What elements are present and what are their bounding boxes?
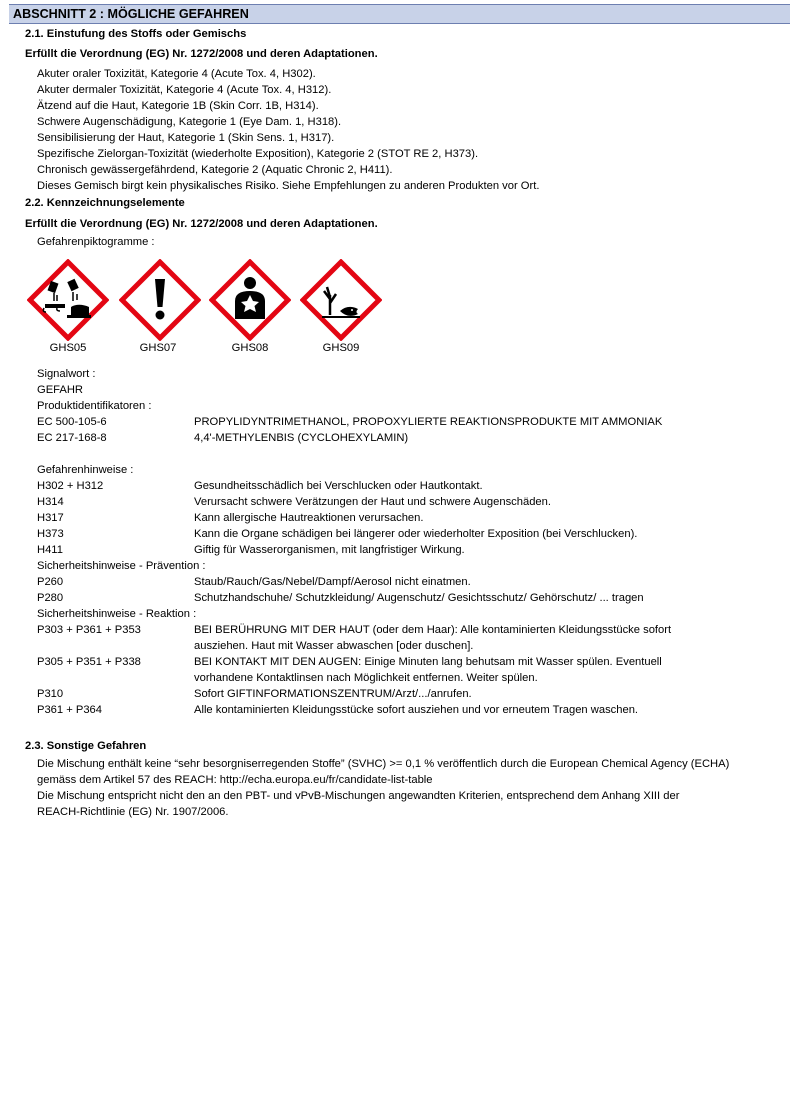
exclamation-mark-icon [119,259,201,341]
other-hazards-line: gemäss dem Artikel 57 des REACH: http://echa.europa.eu/fr/candidate-list-table [37,774,433,786]
other-hazards-line: Die Mischung enthält keine “sehr besorgniserregenden Stoffe” (SVHC) >= 0,1 % veröffentlich durch die European Chemical Agency (ECHA) [37,758,730,770]
reaction-code: P361 + P364 [37,704,103,716]
prevention-code: P260 [37,576,64,588]
heading-2-2: 2.2. Kennzeichnungselemente [25,197,185,209]
hazard-text: Verursacht schwere Verätzungen der Haut und schwere Augenschäden. [194,496,551,508]
classification-item: Chronisch gewässergefährdend, Kategorie 2 (Aquatic Chronic 2, H411). [37,164,393,176]
product-id-name: PROPYLIDYNTRIMETHANOL, PROPOXYLIERTE REAKTIONSPRODUKTE MIT AMMONIAK [194,416,663,428]
prevention-code: P280 [37,592,64,604]
section-title: ABSCHNITT 2 : MÖGLICHE GEFAHREN [9,4,790,24]
regulation-2-2: Erfüllt die Verordnung (EG) Nr. 1272/2008 und deren Adaptationen. [25,218,378,230]
other-hazards-line: REACH-Richtlinie (EG) Nr. 1907/2006. [37,806,229,818]
classification-list [37,66,539,194]
reaction-row [37,654,662,686]
pictogram-label: GHS05 [49,342,87,354]
product-id-name: 4,4'-METHYLENBIS (CYCLOHEXYLAMIN) [194,432,409,444]
other-hazards-text [37,756,729,820]
signal-word-label: Signalwort : [37,368,96,380]
reaction-code: P303 + P361 + P353 [37,624,141,636]
hazard-text: Gesundheitsschädlich bei Verschlucken oder Hautkontakt. [194,480,483,492]
reaction-label: Sicherheitshinweise - Reaktion : [37,608,197,620]
environment-icon [300,259,382,341]
hazard-row [37,526,638,542]
reaction-text: Alle kontaminierten Kleidungsstücke sofort ausziehen und vor erneutem Tragen waschen. [194,704,639,716]
pictograms-label: Gefahrenpiktogramme : [37,236,155,248]
reaction-text: Sofort GIFTINFORMATIONSZENTRUM/Arzt/.../anrufen. [194,688,472,700]
hazard-text: Kann die Organe schädigen bei längerer oder wiederholter Exposition (bei Verschlucken). [194,528,638,540]
hazard-code: H411 [37,544,63,556]
reaction-text: BEI BERÜHRUNG MIT DER HAUT (oder dem Haar): Alle kontaminierten Kleidungsstücke sofort [194,624,672,636]
reaction-code: P305 + P351 + P338 [37,656,141,668]
pictogram-label: GHS09 [322,342,360,354]
corrosion-icon [27,259,109,341]
product-id-code: EC 500-105-6 [37,416,107,428]
hazard-code: H317 [37,512,64,524]
classification-item: Spezifische Zielorgan-Toxizität (wiederholte Exposition), Kategorie 2 (STOT RE 2, H373). [37,148,479,160]
reaction-text: BEI KONTAKT MIT DEN AUGEN: Einige Minuten lang behutsam mit Wasser spülen. Eventuell [194,656,662,668]
prevention-row [37,574,471,590]
prevention-text: Schutzhandschuhe/ Schutzkleidung/ Augenschutz/ Gesichtsschutz/ Gehörschutz/ ... tragen [194,592,644,604]
prevention-list [37,574,644,606]
reaction-text-continued: ausziehen. Haut mit Wasser abwaschen [oder duschen]. [194,640,474,652]
product-ids-label: Produktidentifikatoren : [37,400,152,412]
hazard-row [37,494,551,510]
prevention-label: Sicherheitshinweise - Prävention : [37,560,206,572]
prevention-text: Staub/Rauch/Gas/Nebel/Dampf/Aerosol nicht einatmen. [194,576,471,588]
classification-item: Sensibilisierung der Haut, Kategorie 1 (Skin Sens. 1, H317). [37,132,335,144]
hazard-statements-label: Gefahrenhinweise : [37,464,134,476]
hazard-text: Kann allergische Hautreaktionen verursachen. [194,512,424,524]
reaction-text-continued: vorhandene Kontaktlinsen nach Möglichkeit entfernen. Weiter spülen. [194,672,538,684]
other-hazards-line: Die Mischung entspricht nicht den an den PBT- und vPvB-Mischungen angewandten Kriterien, entsprechend dem Anhang XIII der [37,790,680,802]
prevention-row [37,590,644,606]
reaction-row [37,686,472,702]
hazard-row [37,510,424,526]
regulation-2-1: Erfüllt die Verordnung (EG) Nr. 1272/2008 und deren Adaptationen. [25,48,378,60]
classification-item: Schwere Augenschädigung, Kategorie 1 (Eye Dam. 1, H318). [37,116,342,128]
product-id-row [37,430,409,446]
pictogram-label: GHS07 [139,342,177,354]
reaction-row [37,622,672,654]
heading-2-3: 2.3. Sonstige Gefahren [25,740,147,752]
classification-item: Dieses Gemisch birgt kein physikalisches Risiko. Siehe Empfehlungen zu anderen Produkten vor Ort. [37,180,540,192]
reaction-code: P310 [37,688,64,700]
hazard-code: H302 + H312 [37,480,104,492]
classification-item: Akuter dermaler Toxizität, Kategorie 4 (Acute Tox. 4, H312). [37,84,332,96]
product-id-code: EC 217-168-8 [37,432,107,444]
health-hazard-icon [209,259,291,341]
hazard-row [37,542,465,558]
product-ids-list [37,414,663,446]
hazard-code: H373 [37,528,64,540]
hazard-text: Giftig für Wasserorganismen, mit langfristiger Wirkung. [194,544,465,556]
signal-word: GEFAHR [37,384,84,396]
reaction-row [37,702,639,718]
hazard-code: H314 [37,496,64,508]
pictogram-label: GHS08 [231,342,269,354]
reaction-list [37,622,672,718]
classification-item: Ätzend auf die Haut, Kategorie 1B (Skin Corr. 1B, H314). [37,100,319,112]
classification-item: Akuter oraler Toxizität, Kategorie 4 (Acute Tox. 4, H302). [37,68,316,80]
hazard-row [37,478,483,494]
heading-2-1: 2.1. Einstufung des Stoffs oder Gemischs [25,28,247,40]
product-id-row [37,414,663,430]
hazard-statements-list [37,478,638,558]
